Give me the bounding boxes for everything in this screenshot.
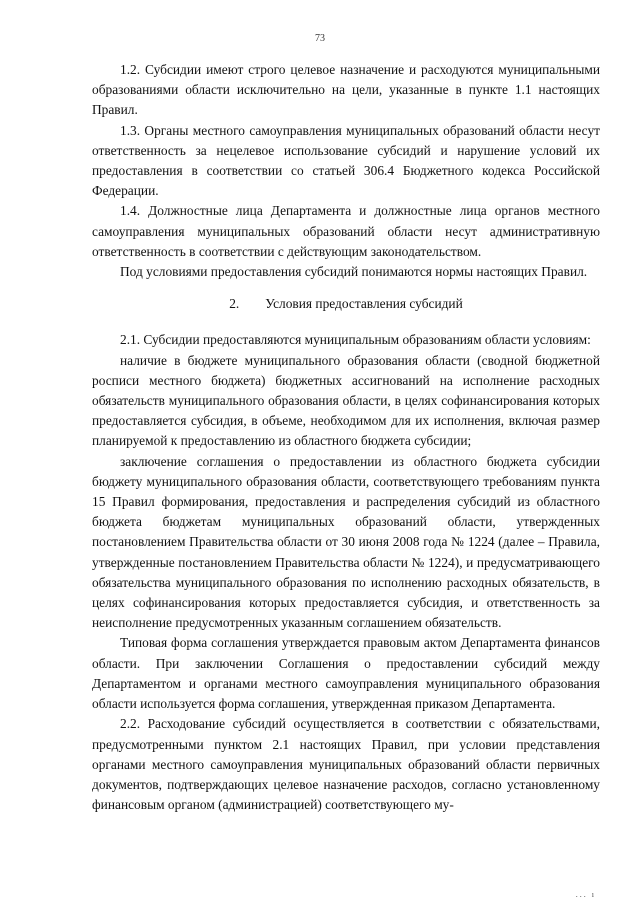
section-number: 2. — [229, 296, 240, 312]
document-body — [92, 60, 600, 815]
section-title: Условия предоставления субсидий — [265, 296, 463, 312]
page-number: 73 — [315, 33, 325, 44]
footer-mark: ... ı — [575, 890, 596, 899]
paragraph-agreement-condition: заключение соглашения о предоставлении из областного бюджета субсидии бюджету муниципального образования области, соответствующего требованиям пункта 15 Правил формирования, предоставления и распределения субсидий из областного бюджета бюджетам муниципальных образований области, утвержденных постановлением Правительства области от 30 июня 2008 года № 1224 (далее – Правила, утвержденные постановлением Правительства области № 1224), и предусматривающего обязательства муниципального образования по исполнению расходных обязательств, в целях софинансирования которых предоставляется субсидия, и ответственность за неисполнение предусмотренных указанным соглашением обязательств. — [92, 453, 600, 631]
paragraph-agreement-form: Типовая форма соглашения утверждается правовым актом Департамента финансов области. При заключении Соглашения о предоставлении субсидий между Департаментом и органами местного самоуправления муниципального образования области используется форма соглашения, утвержденная приказом Департамента. — [92, 635, 600, 712]
paragraph-1-4: 1.4. Должностные лица Департамента и должностные лица органов местного самоуправления муниципальных образований области несут административную ответственность в соответствии с действующим законодательством. — [92, 203, 600, 259]
paragraph-1-2: 1.2. Субсидии имеют строго целевое назначение и расходуются муниципальными образованиями области исключительно на цели, указанные в пункте 1.1 настоящих Правил. — [92, 62, 600, 118]
paragraph-budget-condition: наличие в бюджете муниципального образования области (сводной бюджетной росписи местного бюджета) бюджетных ассигнований на исполнение расходных обязательств муниципального образования области, в целях софинансирования которых предоставляется субсидия, в объеме, необходимом для их исполнения, включая размер планируемой к предоставлению из областного бюджета субсидии; — [92, 352, 600, 449]
section-heading — [92, 294, 600, 314]
paragraph-2-1: 2.1. Субсидии предоставляются муниципальным образованиям области условиям: — [120, 332, 591, 348]
paragraph-1-3: 1.3. Органы местного самоуправления муниципальных образований области несут ответственность за нецелевое использование субсидий и нарушение условий их предоставления в соответствии со статьей 306.4 Бюджетного кодекса Российской Федерации. — [92, 122, 600, 199]
paragraph-conditions-definition: Под условиями предоставления субсидий понимаются нормы настоящих Правил. — [120, 264, 588, 280]
paragraph-2-2: 2.2. Расходование субсидий осуществляется в соответствии с обязательствами, предусмотренными пунктом 2.1 настоящих Правил, при условии представления органами местного самоуправления муниципальных образований области первичных документов, подтверждающих целевое назначение расходов, согласно установленному финансовым органом (администрацией) соответствующего му- — [92, 716, 600, 813]
